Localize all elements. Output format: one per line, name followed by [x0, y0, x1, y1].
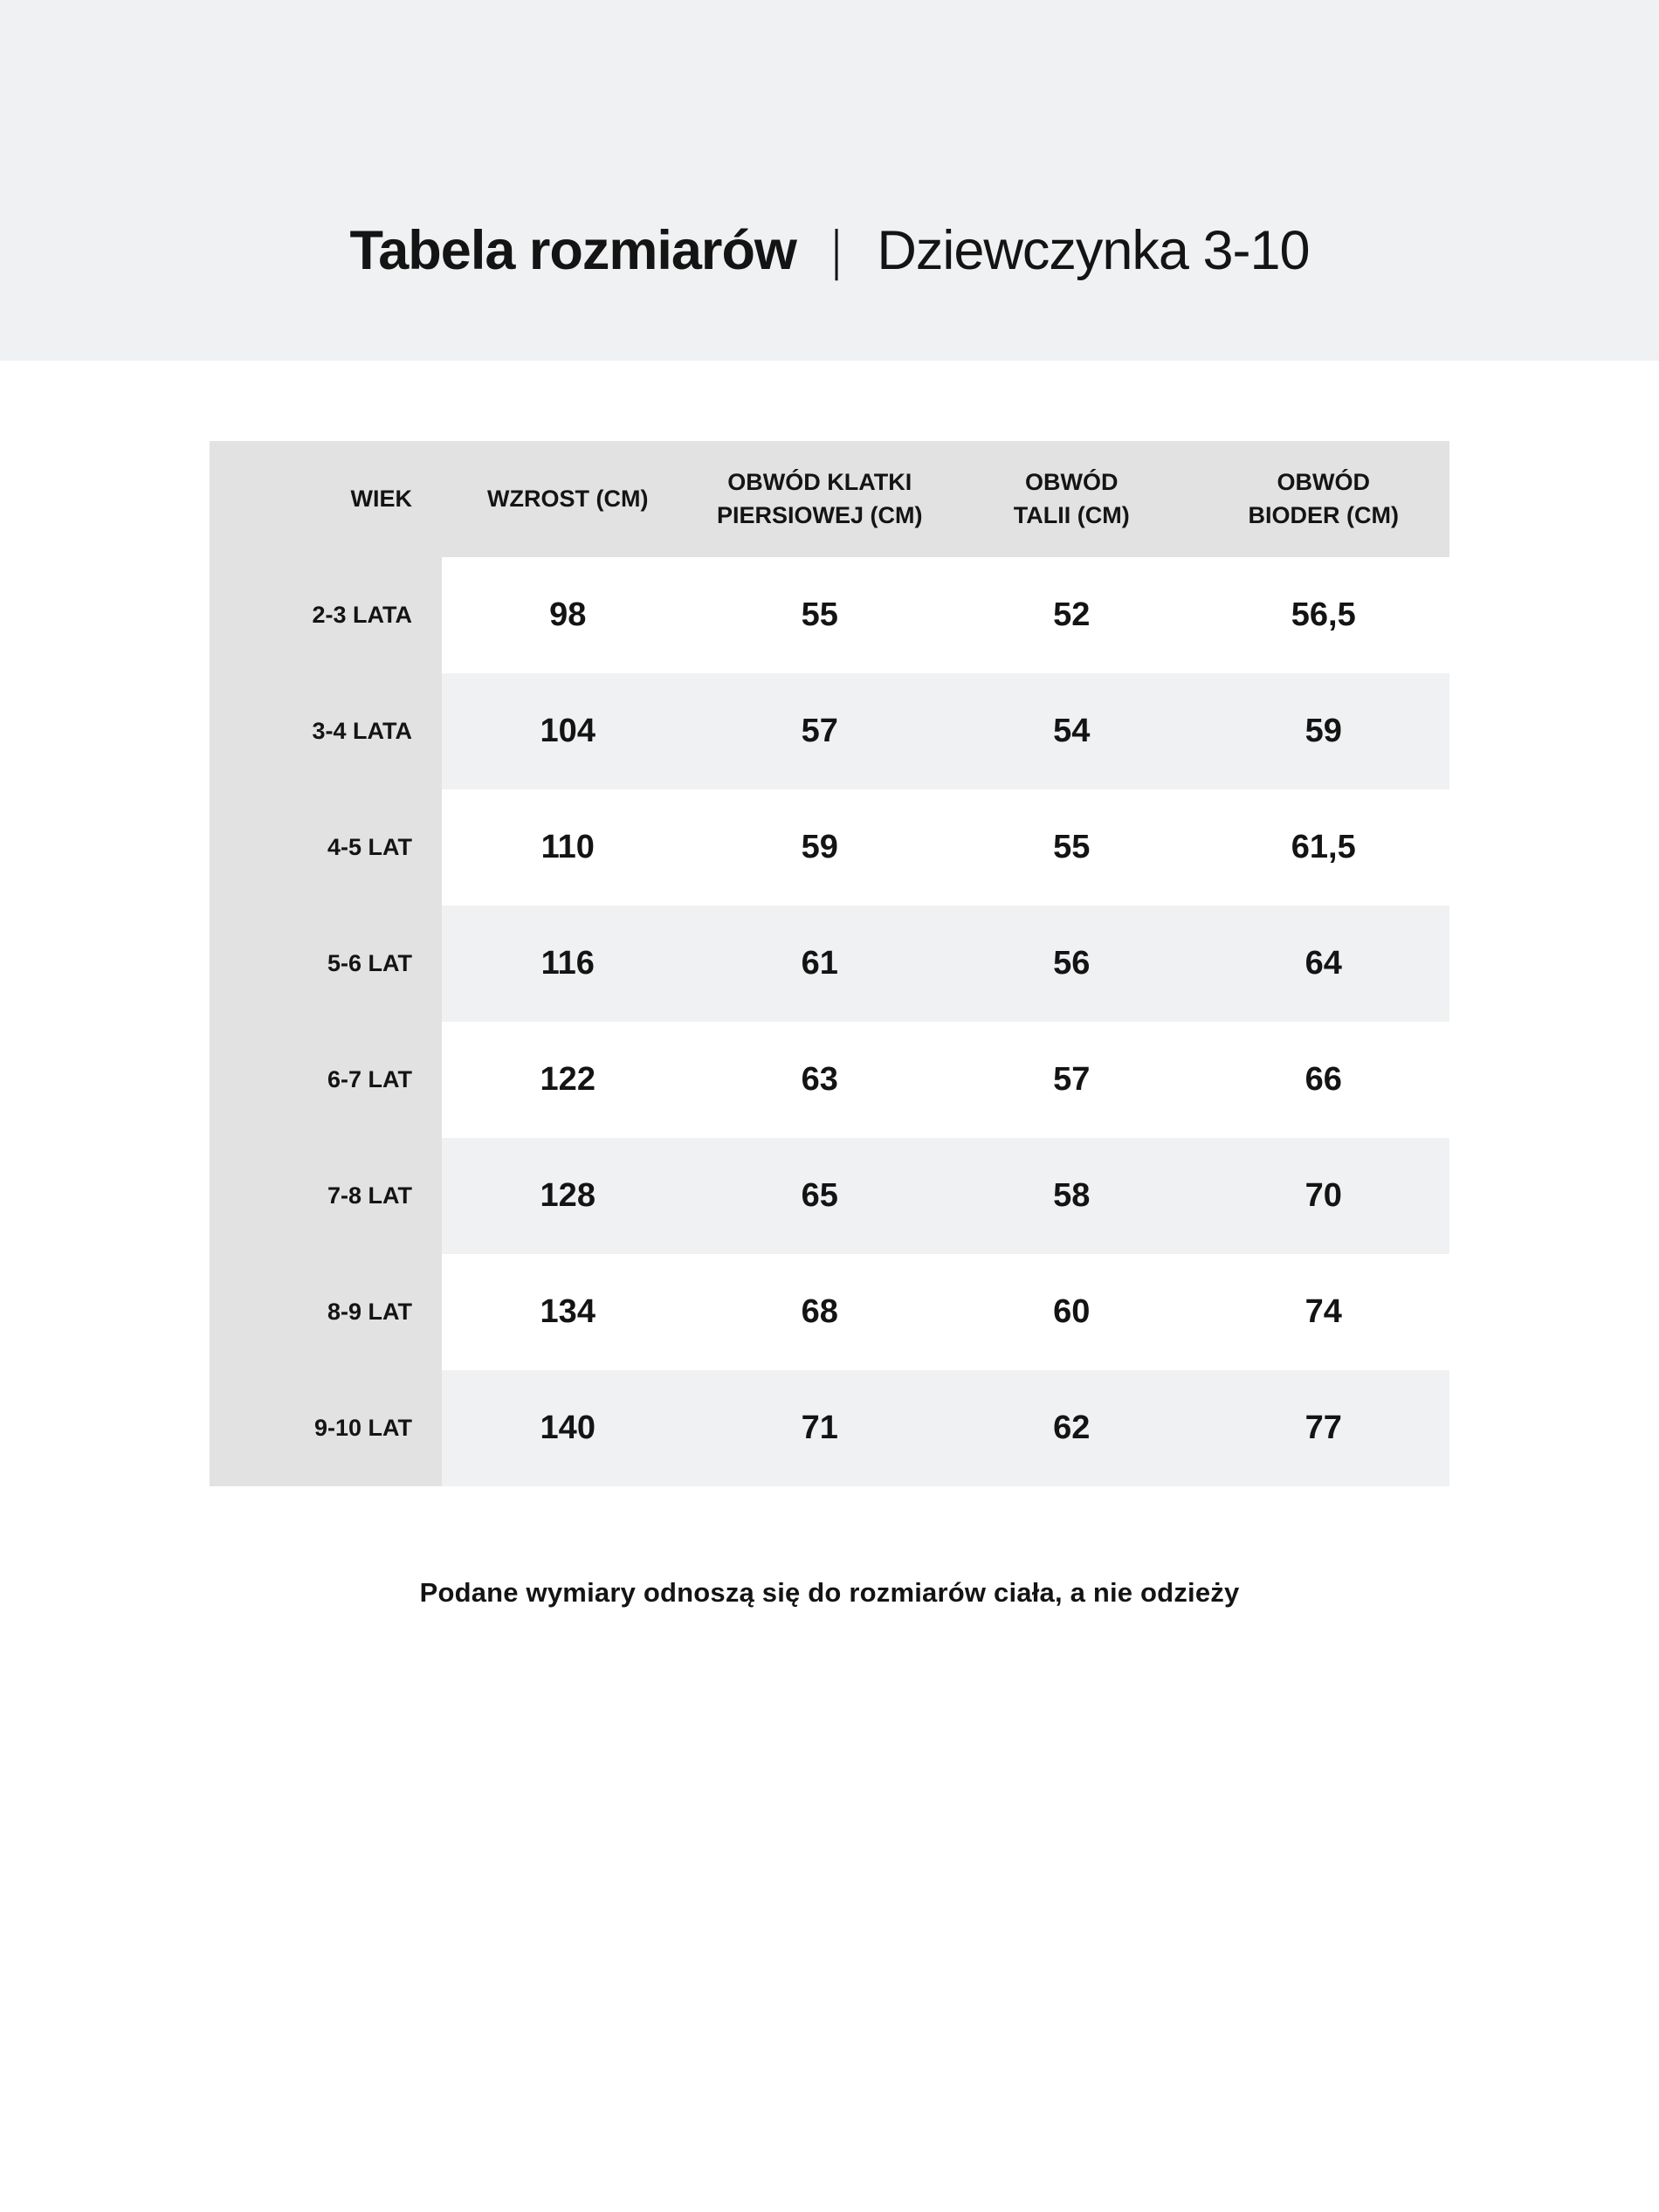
- table-row: [210, 906, 1449, 1022]
- row-label: 8-9 LAT: [210, 1254, 442, 1370]
- size-value: 110: [442, 789, 694, 906]
- column-header-hips: OBWÓD BIODER (CM): [1198, 441, 1450, 557]
- size-value: 56,5: [1198, 557, 1450, 673]
- size-value: 61: [694, 906, 947, 1022]
- row-label: 3-4 LATA: [210, 673, 442, 789]
- size-value: 64: [1198, 906, 1450, 1022]
- size-value: 54: [946, 673, 1198, 789]
- row-label: 6-7 LAT: [210, 1022, 442, 1138]
- size-value: 77: [1198, 1370, 1450, 1486]
- size-value: 71: [694, 1370, 947, 1486]
- row-label: 5-6 LAT: [210, 906, 442, 1022]
- table-row: [210, 789, 1449, 906]
- size-value: 58: [946, 1138, 1198, 1254]
- size-value: 134: [442, 1254, 694, 1370]
- column-header-waist: OBWÓD TALII (CM): [946, 441, 1198, 557]
- size-value: 55: [946, 789, 1198, 906]
- table-row: [210, 1138, 1449, 1254]
- table-row: [210, 1022, 1449, 1138]
- page-title-secondary: Dziewczynka 3-10: [877, 220, 1310, 281]
- size-value: 104: [442, 673, 694, 789]
- size-table: [210, 441, 1449, 1486]
- row-label: 4-5 LAT: [210, 789, 442, 906]
- row-label: 2-3 LATA: [210, 557, 442, 673]
- row-label: 9-10 LAT: [210, 1370, 442, 1486]
- table-row: [210, 673, 1449, 789]
- size-value: 116: [442, 906, 694, 1022]
- table-row: [210, 557, 1449, 673]
- size-value: 59: [694, 789, 947, 906]
- size-value: 57: [694, 673, 947, 789]
- page-title-primary: Tabela rozmiarów: [349, 220, 796, 281]
- size-value: 56: [946, 906, 1198, 1022]
- page-title: [0, 220, 1659, 281]
- size-value: 57: [946, 1022, 1198, 1138]
- size-value: 68: [694, 1254, 947, 1370]
- row-label: 7-8 LAT: [210, 1138, 442, 1254]
- size-value: 140: [442, 1370, 694, 1486]
- size-value: 122: [442, 1022, 694, 1138]
- size-value: 63: [694, 1022, 947, 1138]
- size-value: 60: [946, 1254, 1198, 1370]
- size-value: 62: [946, 1370, 1198, 1486]
- size-value: 128: [442, 1138, 694, 1254]
- size-value: 66: [1198, 1022, 1450, 1138]
- top-band: [0, 0, 1659, 361]
- size-value: 61,5: [1198, 789, 1450, 906]
- table-header-row: [210, 441, 1449, 557]
- size-value: 55: [694, 557, 947, 673]
- table-row: [210, 1370, 1449, 1486]
- size-value: 59: [1198, 673, 1450, 789]
- page-title-separator: |: [832, 220, 841, 281]
- size-value: 52: [946, 557, 1198, 673]
- column-header-chest: OBWÓD KLATKI PIERSIOWEJ (CM): [694, 441, 947, 557]
- size-value: 74: [1198, 1254, 1450, 1370]
- size-value: 65: [694, 1138, 947, 1254]
- size-value: 70: [1198, 1138, 1450, 1254]
- size-value: 98: [442, 557, 694, 673]
- column-header-age: WIEK: [210, 441, 442, 557]
- table-row: [210, 1254, 1449, 1370]
- body-measurement-note: Podane wymiary odnoszą się do rozmiarów ciała, a nie odzieży: [419, 1577, 1240, 1608]
- column-header-height: WZROST (CM): [442, 441, 694, 557]
